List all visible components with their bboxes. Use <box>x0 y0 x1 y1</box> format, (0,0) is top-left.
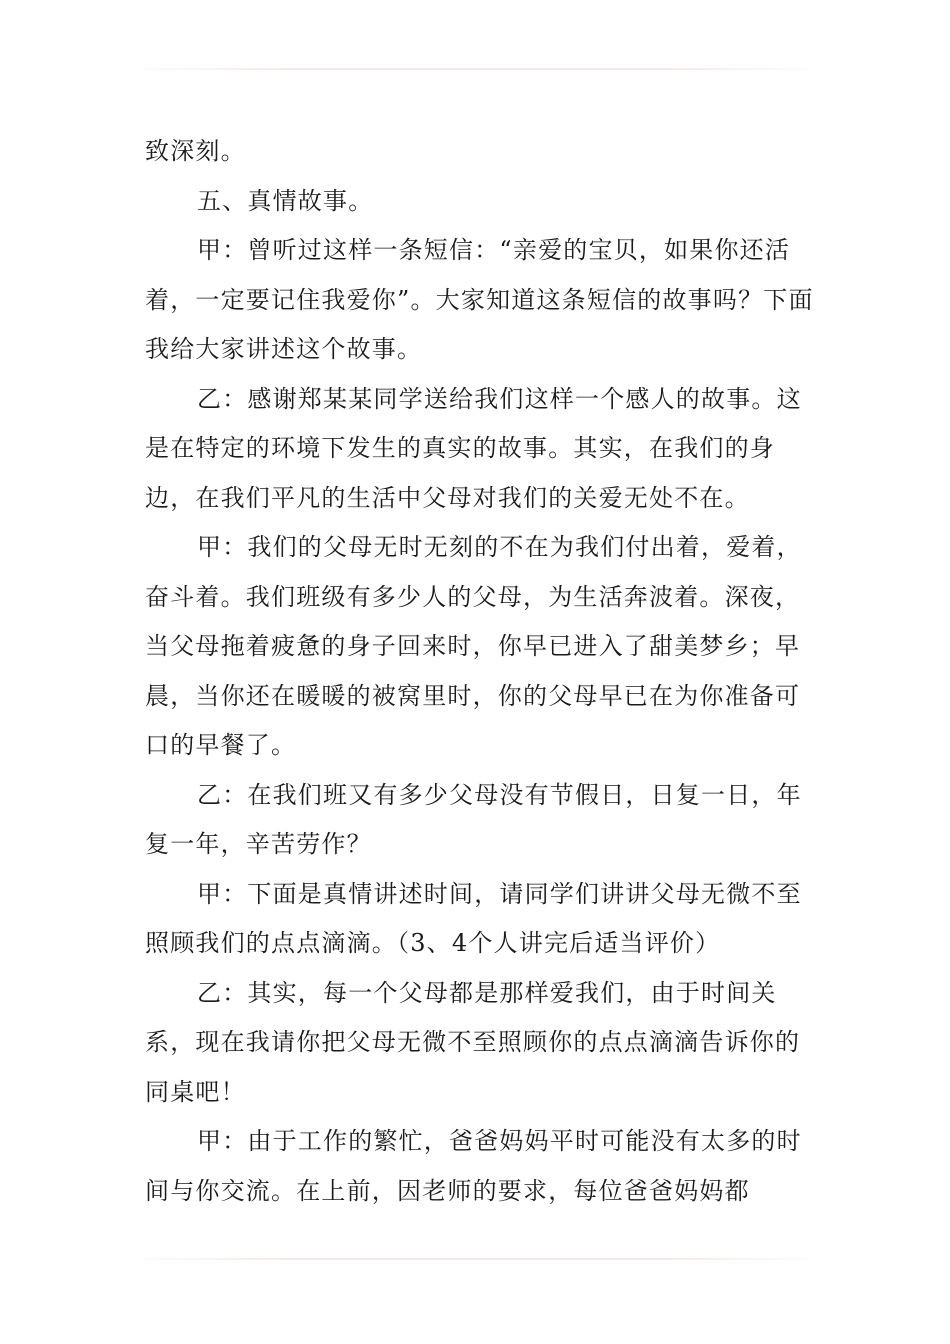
paragraph: 乙：在我们班又有多少父母没有节假日，日复一日，年复一年，辛苦劳作？ <box>145 780 802 858</box>
header-rule <box>143 68 807 70</box>
document-body <box>145 127 815 1216</box>
paragraph: 乙：感谢郑某某同学送给我们这样一个感人的故事。这是在特定的环境下发生的真实的故事。其实，在我们的身边，在我们平凡的生活中父母对我们的关爱无处不在。 <box>145 384 802 512</box>
footer-rule <box>143 1258 807 1260</box>
paragraph: 甲：下面是真情讲述时间，请同学们讲讲父母无微不至照顾我们的点点滴滴。（3、4个人讲完后适当评价） <box>145 879 802 957</box>
paragraph: 甲：曾听过这样一条短信：“亲爱的宝贝，如果你还活着，一定要记住我爱你”。大家知道这条短信的故事吗？下面我给大家讲述这个故事。 <box>145 236 814 363</box>
paragraph: 致深刻。 <box>145 137 246 165</box>
section-heading: 五、真情故事。 <box>197 186 374 215</box>
paragraph: 甲：我们的父母无时无刻的不在为我们付出着，爱着，奋斗着。我们班级有多少人的父母，为生活奔波着。深夜，当父母拖着疲惫的身子回来时，你早已进入了甜美梦乡；早晨，当你还在暖暖的被窝里时，你的父母早已在为你准备可口的早餐了。 <box>145 533 802 759</box>
paragraph: 乙：其实，每一个父母都是那样爱我们，由于时间关系，现在我请你把父母无微不至照顾你的点点滴滴告诉你的同桌吧！ <box>145 978 801 1106</box>
paragraph: 甲：由于工作的繁忙，爸爸妈妈平时可能没有太多的时间与你交流。在上前，因老师的要求，每位爸爸妈妈都 <box>145 1127 802 1205</box>
